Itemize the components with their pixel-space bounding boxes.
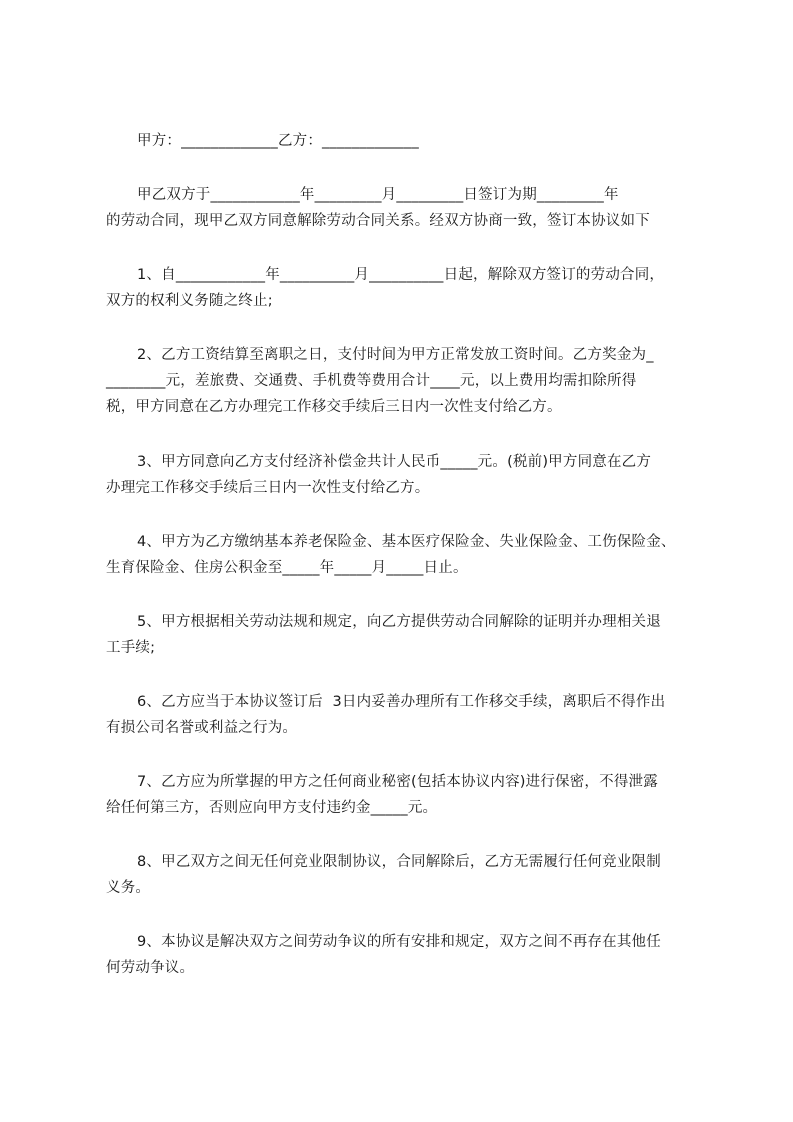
clause-9-line-1: 9、本协议是解决双方之间劳动争议的所有安排和规定，双方之间不再存在其他任 bbox=[137, 934, 661, 950]
clause-4-line-1: 4、甲方为乙方缴纳基本养老保险金、基本医疗保险金、失业保险金、工伤保险金、 bbox=[137, 534, 676, 550]
clause-1-line-1: 1、自____________年__________月__________日起，解除双方签订的劳动合同， bbox=[137, 267, 665, 283]
clause-8-line-1: 8、甲乙双方之间无任何竞业限制协议，合同解除后，乙方无需履行任何竞业限制 bbox=[137, 854, 661, 870]
clause-4-line-2: 生育保险金、住房公积金至_____年_____月_____日止。 bbox=[106, 560, 468, 576]
clause-3-line-1: 3、甲方同意向乙方支付经济补偿金共计人民币_____元。(税前)甲方同意在乙方 bbox=[137, 454, 652, 470]
clause-6-line-2: 有损公司名誉或利益之行为。 bbox=[106, 720, 298, 736]
clause-8-line-2: 义务。 bbox=[106, 880, 151, 896]
clause-9-line-2: 何劳动争议。 bbox=[106, 960, 195, 976]
preamble-line-1: 甲乙双方于____________年_________月_________日签订为期_________年 bbox=[137, 187, 619, 203]
parties-line: 甲方：_____________乙方：_____________ bbox=[137, 133, 419, 149]
clause-5-line-1: 5、甲方根据相关劳动法规和规定，向乙方提供劳动合同解除的证明并办理相关退 bbox=[137, 614, 661, 630]
clause-7-line-2: 给任何第三方，否则应向甲方支付违约金_____元。 bbox=[106, 800, 438, 816]
clause-5-line-2: 工手续; bbox=[106, 640, 156, 656]
clause-2-line-2: ________元，差旅费、交通费、手机费等费用合计____元，以上费用均需扣除所得 bbox=[106, 373, 637, 389]
clause-2-line-3: 税，甲方同意在乙方办理完工作移交手续后三日内一次性支付给乙方。 bbox=[106, 399, 562, 415]
clause-3-line-2: 办理完工作移交手续后三日内一次性支付给乙方。 bbox=[106, 480, 430, 496]
clause-2-line-1: 2、乙方工资结算至离职之日，支付时间为甲方正常发放工资时间。乙方奖金为_ bbox=[137, 347, 654, 363]
preamble-line-2: 的劳动合同，现甲乙双方同意解除劳动合同关系。经双方协商一致，签订本协议如下 bbox=[106, 213, 650, 229]
clause-6-line-1: 6、乙方应当于本协议签订后 3日内妥善办理所有工作移交手续，离职后不得作出 bbox=[137, 694, 666, 710]
clause-7-line-1: 7、乙方应为所掌握的甲方之任何商业秘密(包括本协议内容)进行保密，不得泄露 bbox=[137, 774, 658, 790]
clause-1-line-2: 双方的权利义务随之终止; bbox=[106, 293, 273, 309]
